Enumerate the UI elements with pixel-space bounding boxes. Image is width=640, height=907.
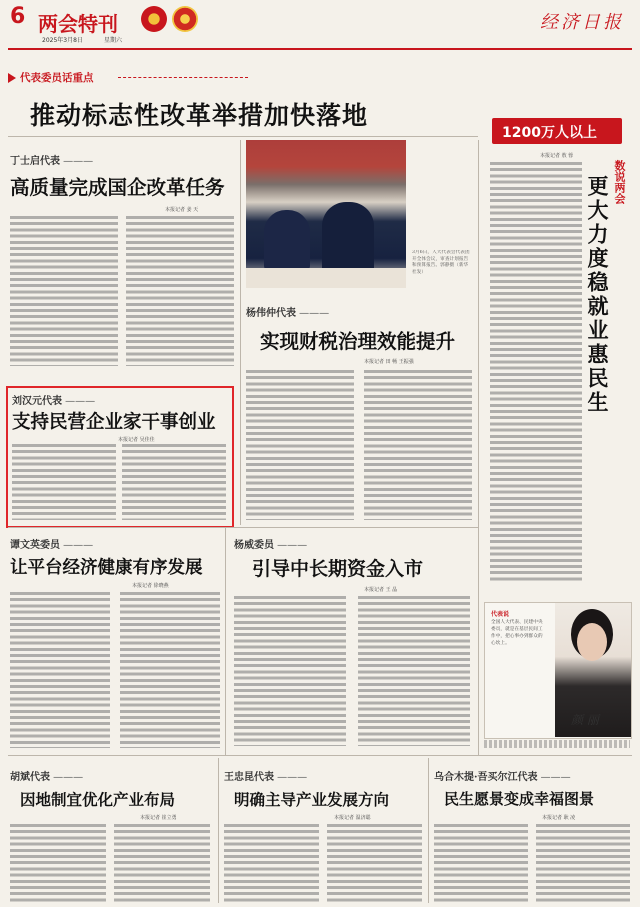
article-byline: 本报记者 耿 凌 [542, 815, 576, 821]
speaker-name: 王忠昆代表 [224, 772, 274, 783]
article-title: 支持民营企业家干事创业 [12, 412, 216, 433]
article-byline: 本报记者 温济聪 [334, 815, 371, 821]
cppcc-emblem-icon [172, 6, 198, 32]
speaker-name: 杨威委员 [234, 540, 274, 551]
banner-arrow-icon [8, 73, 16, 83]
article-title: 让平台经济健康有序发展 [10, 558, 203, 578]
section-title: 两会特刊 [38, 12, 118, 36]
article-title: 民生愿景变成幸福图景 [444, 790, 595, 808]
article [246, 294, 474, 524]
article-body [120, 592, 220, 748]
feature-title: 更大力度稳就业惠民生 [585, 175, 610, 415]
feature-text [490, 162, 582, 582]
stamp-text: 1200万人以上 [502, 125, 597, 141]
article-body [10, 824, 106, 902]
page-number: 6 [10, 4, 26, 29]
article-body [10, 216, 118, 366]
interview-box [484, 602, 632, 739]
article-body [327, 824, 422, 902]
speaker-name: 刘汉元代表 [12, 396, 62, 407]
article-byline: 本报记者 田 畅 王振强 [364, 359, 414, 365]
national-emblem-icon [141, 6, 167, 32]
interview-text: 全国人大代表、民建中央委员，就是在基层民间工作中，把心事办到群众的心坎上。 [491, 620, 543, 646]
divider [8, 755, 632, 756]
interview-heading: 代表说 [491, 611, 510, 618]
news-photo [246, 140, 406, 288]
photo-person [264, 210, 310, 270]
article-body [114, 824, 210, 902]
speaker-label: 乌合木提·吾买尔江代表 ——— [434, 772, 571, 783]
speaker-label: 丁士启代表 ——— [10, 156, 94, 167]
speaker-label: 杨伟仲代表 ——— [246, 308, 330, 319]
article-title: 引导中长期资金入市 [252, 558, 424, 580]
article [10, 144, 235, 379]
article-byline: 本报记者 姜 天 [165, 207, 199, 213]
footer-strip [484, 740, 630, 748]
speaker-label: 胡斌代表 ——— [10, 772, 84, 783]
column-divider [240, 140, 241, 525]
speaker-name: 谭文英委员 [10, 540, 60, 551]
speaker-label: 谭文英委员 ——— [10, 540, 94, 551]
article-byline: 本报记者 吴佳佳 [118, 437, 155, 443]
article-body [246, 370, 354, 520]
speaker-label: 王忠昆代表 ——— [224, 772, 308, 783]
article-body [234, 596, 346, 746]
feature-tag: 数说两会 [613, 160, 626, 204]
speaker-name: 胡斌代表 [10, 772, 50, 783]
speaker-label: 刘汉元代表 ——— [12, 396, 96, 407]
article [224, 760, 424, 905]
issue-date: 2025年3月8日 [42, 37, 83, 44]
banner [8, 70, 248, 85]
main-headline: 推动标志性改革举措加快落地 [30, 101, 369, 130]
article-title: 因地制宜优化产业布局 [20, 790, 176, 809]
issue-weekday: 星期六 [104, 37, 123, 44]
article-body [126, 216, 234, 366]
masthead [0, 0, 640, 58]
article [234, 532, 474, 752]
article-body [358, 596, 470, 746]
article-body [536, 824, 630, 902]
article-byline: 本报记者 崔立勇 [140, 815, 177, 821]
article [434, 760, 632, 905]
article-title: 高质量完成国企改革任务 [10, 176, 225, 199]
feature-byline: 本报记者 敖 蓉 [540, 153, 574, 159]
speaker-name: 乌合木提·吾买尔江代表 [434, 772, 538, 783]
divider [8, 527, 478, 528]
column-divider [478, 140, 479, 755]
article-title: 明确主导产业发展方向 [234, 790, 390, 809]
column-divider [218, 758, 219, 903]
banner-title: 代表委员话重点 [20, 72, 94, 84]
article [10, 532, 222, 752]
portrait-head [577, 623, 607, 661]
article-title: 实现财税治理效能提升 [260, 330, 456, 353]
photo-desk [246, 268, 406, 288]
article-body [10, 592, 110, 748]
signature: 颜 丽 [571, 713, 599, 727]
article-body [364, 370, 472, 520]
speaker-name: 杨伟仲代表 [246, 308, 296, 319]
article-byline: 本报记者 徐晓燕 [132, 583, 169, 589]
photo-caption: 3月6日，人大代表会代表团开全体会议，审查计划报告和预算报告。郭静摄（新华社发） [412, 250, 470, 275]
newspaper-logo: 经济日报 [540, 12, 624, 33]
stamp-badge [492, 118, 622, 144]
speaker-name: 丁士启代表 [10, 156, 60, 167]
column-divider [428, 758, 429, 903]
photo-person [322, 202, 374, 272]
article-byline: 本报记者 王 晶 [364, 587, 398, 593]
article-body [12, 444, 116, 520]
article-body [122, 444, 226, 520]
article-highlighted [6, 386, 234, 528]
column-divider [225, 527, 226, 755]
article-body [224, 824, 319, 902]
banner-rule [118, 77, 248, 78]
divider [8, 136, 478, 137]
masthead-rule [8, 48, 632, 50]
article [10, 760, 214, 905]
article-body [434, 824, 528, 902]
speaker-label: 杨威委员 ——— [234, 540, 308, 551]
